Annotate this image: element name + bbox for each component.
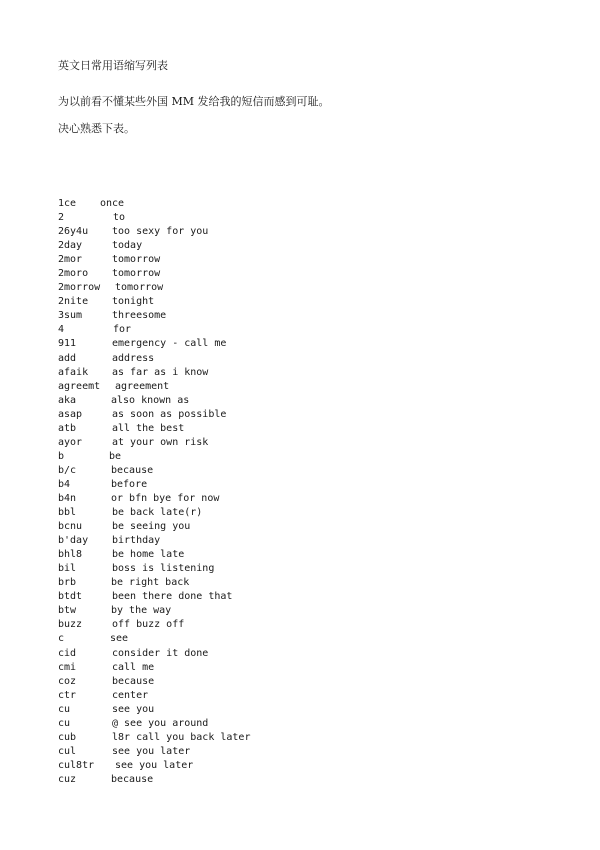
intro-text-2: 决心熟悉下表。 <box>58 122 135 135</box>
list-item <box>58 703 250 717</box>
page-title: 英文日常用语缩写列表 <box>58 59 168 72</box>
abbreviation-meaning: be home late <box>112 549 185 561</box>
list-item <box>58 506 250 520</box>
list-item <box>58 352 250 366</box>
abbreviation-term: 3sum <box>58 310 83 322</box>
abbreviation-meaning: today <box>112 240 143 252</box>
abbreviation-meaning: see you <box>112 703 155 715</box>
abbreviation-term: btdt <box>58 591 83 603</box>
abbreviation-meaning: consider it done <box>112 647 209 659</box>
list-item <box>58 661 250 675</box>
abbreviation-meaning: because <box>111 773 154 785</box>
abbreviation-meaning: l8r call you back later <box>112 731 251 743</box>
abbreviation-term: afaik <box>58 366 89 378</box>
abbreviation-term: ayor <box>58 436 83 448</box>
abbreviation-term: c <box>58 633 65 645</box>
list-item <box>58 492 250 506</box>
abbreviation-meaning: once <box>100 198 125 209</box>
abbreviation-meaning: be back late(r) <box>112 507 203 519</box>
abbreviation-term: b/c <box>58 464 77 476</box>
abbreviation-meaning: also known as <box>111 394 190 406</box>
abbreviation-meaning: off buzz off <box>112 619 185 631</box>
abbreviation-term: brb <box>58 577 77 589</box>
list-item <box>58 295 250 309</box>
list-item <box>58 253 250 267</box>
list-item <box>58 225 250 239</box>
list-item <box>58 548 250 562</box>
abbreviation-term: asap <box>58 408 83 420</box>
abbreviation-meaning: at your own risk <box>112 436 209 448</box>
list-item <box>58 366 250 380</box>
abbreviation-meaning: tomorrow <box>115 282 164 294</box>
abbreviation-term: cu <box>58 703 71 715</box>
abbreviation-meaning: see you later <box>112 745 191 757</box>
abbreviation-term: cul <box>58 745 77 757</box>
list-item <box>58 647 250 661</box>
list-item <box>58 773 250 787</box>
abbreviation-term: atb <box>58 422 77 434</box>
abbreviation-term: cuz <box>58 773 77 785</box>
list-item <box>58 380 250 394</box>
abbreviation-meaning: to <box>113 212 126 224</box>
abbreviation-term: btw <box>58 605 77 617</box>
list-item <box>58 337 250 351</box>
abbreviation-term: 2nite <box>58 296 89 308</box>
list-item <box>58 239 250 253</box>
abbreviation-term: 26y4u <box>58 226 89 238</box>
abbreviation-meaning: as far as i know <box>112 366 209 378</box>
abbreviation-term: 4 <box>58 324 65 336</box>
abbreviation-meaning: emergency - call me <box>112 338 227 350</box>
abbreviation-term: 1ce <box>58 198 77 209</box>
abbreviation-meaning: because <box>112 675 155 687</box>
abbreviation-meaning: too sexy for you <box>112 226 209 238</box>
list-item <box>58 618 250 632</box>
abbreviation-meaning: by the way <box>111 605 172 617</box>
abbreviation-term: agreemt <box>58 380 101 392</box>
abbreviation-term: 2mor <box>58 254 83 266</box>
abbreviation-meaning: for <box>113 324 132 336</box>
abbreviation-term: 2day <box>58 240 83 252</box>
list-item <box>58 267 250 281</box>
list-item <box>58 394 250 408</box>
abbreviation-term: b'day <box>58 535 89 547</box>
abbreviation-term: cmi <box>58 661 77 673</box>
abbreviation-term: bhl8 <box>58 549 83 561</box>
abbreviation-meaning: address <box>112 352 155 364</box>
abbreviation-meaning: threesome <box>112 310 167 322</box>
abbreviation-term: bil <box>58 563 77 575</box>
abbreviation-meaning: or bfn bye for now <box>111 492 220 504</box>
list-item <box>58 632 250 646</box>
abbreviation-term: add <box>58 352 77 364</box>
intro-text: 为以前看不懂某些外国 MM 发给我的短信而感到可耻。 <box>58 95 330 108</box>
list-item <box>58 211 250 225</box>
abbreviation-term: cul8tr <box>58 759 95 771</box>
list-item <box>58 520 250 534</box>
abbreviation-meaning: tomorrow <box>112 254 161 266</box>
abbreviation-term: cu <box>58 717 71 729</box>
abbreviation-meaning: center <box>112 689 149 701</box>
list-item <box>58 281 250 295</box>
abbreviation-meaning: before <box>111 478 148 490</box>
list-item <box>58 745 250 759</box>
abbreviation-meaning: agreement <box>115 380 170 392</box>
abbreviation-term: aka <box>58 394 77 406</box>
abbreviation-meaning: as soon as possible <box>112 408 227 420</box>
list-item <box>58 590 250 604</box>
abbreviation-meaning: be right back <box>111 577 190 589</box>
abbreviation-meaning: tomorrow <box>112 268 161 280</box>
abbreviation-list <box>58 197 250 787</box>
list-item <box>58 534 250 548</box>
abbreviation-meaning: be seeing you <box>112 521 191 533</box>
list-item <box>58 675 250 689</box>
abbreviation-meaning: tonight <box>112 296 155 308</box>
abbreviation-term: cub <box>58 731 77 743</box>
list-item <box>58 436 250 450</box>
list-item <box>58 717 250 731</box>
abbreviation-meaning: see you later <box>115 759 194 771</box>
abbreviation-term: bcnu <box>58 521 83 533</box>
abbreviation-term: ctr <box>58 689 77 701</box>
list-item <box>58 604 250 618</box>
abbreviation-meaning: birthday <box>112 535 161 547</box>
list-item <box>58 759 250 773</box>
abbreviation-term: 2morrow <box>58 282 101 294</box>
list-item <box>58 731 250 745</box>
abbreviation-term: bbl <box>58 507 77 519</box>
list-item <box>58 562 250 576</box>
abbreviation-meaning: call me <box>112 661 155 673</box>
abbreviation-meaning: see <box>110 633 129 645</box>
abbreviation-meaning: because <box>111 464 154 476</box>
list-item <box>58 464 250 478</box>
list-item <box>58 576 250 590</box>
abbreviation-meaning: all the best <box>112 422 185 434</box>
list-item <box>58 197 250 211</box>
abbreviation-term: b4 <box>58 478 71 490</box>
list-item <box>58 323 250 337</box>
list-item <box>58 478 250 492</box>
abbreviation-term: 2moro <box>58 268 89 280</box>
abbreviation-term: coz <box>58 675 77 687</box>
abbreviation-term: b4n <box>58 492 77 504</box>
list-item <box>58 408 250 422</box>
abbreviation-term: b <box>58 450 65 462</box>
abbreviation-term: 2 <box>58 212 65 224</box>
list-item <box>58 689 250 703</box>
list-item <box>58 422 250 436</box>
abbreviation-term: 911 <box>58 338 77 350</box>
abbreviation-meaning: be <box>109 450 122 462</box>
list-item <box>58 309 250 323</box>
abbreviation-term: buzz <box>58 619 83 631</box>
list-item <box>58 450 250 464</box>
abbreviation-meaning: been there done that <box>112 591 233 603</box>
abbreviation-meaning: boss is listening <box>112 563 215 575</box>
abbreviation-meaning: @ see you around <box>112 717 209 729</box>
abbreviation-term: cid <box>58 647 77 659</box>
